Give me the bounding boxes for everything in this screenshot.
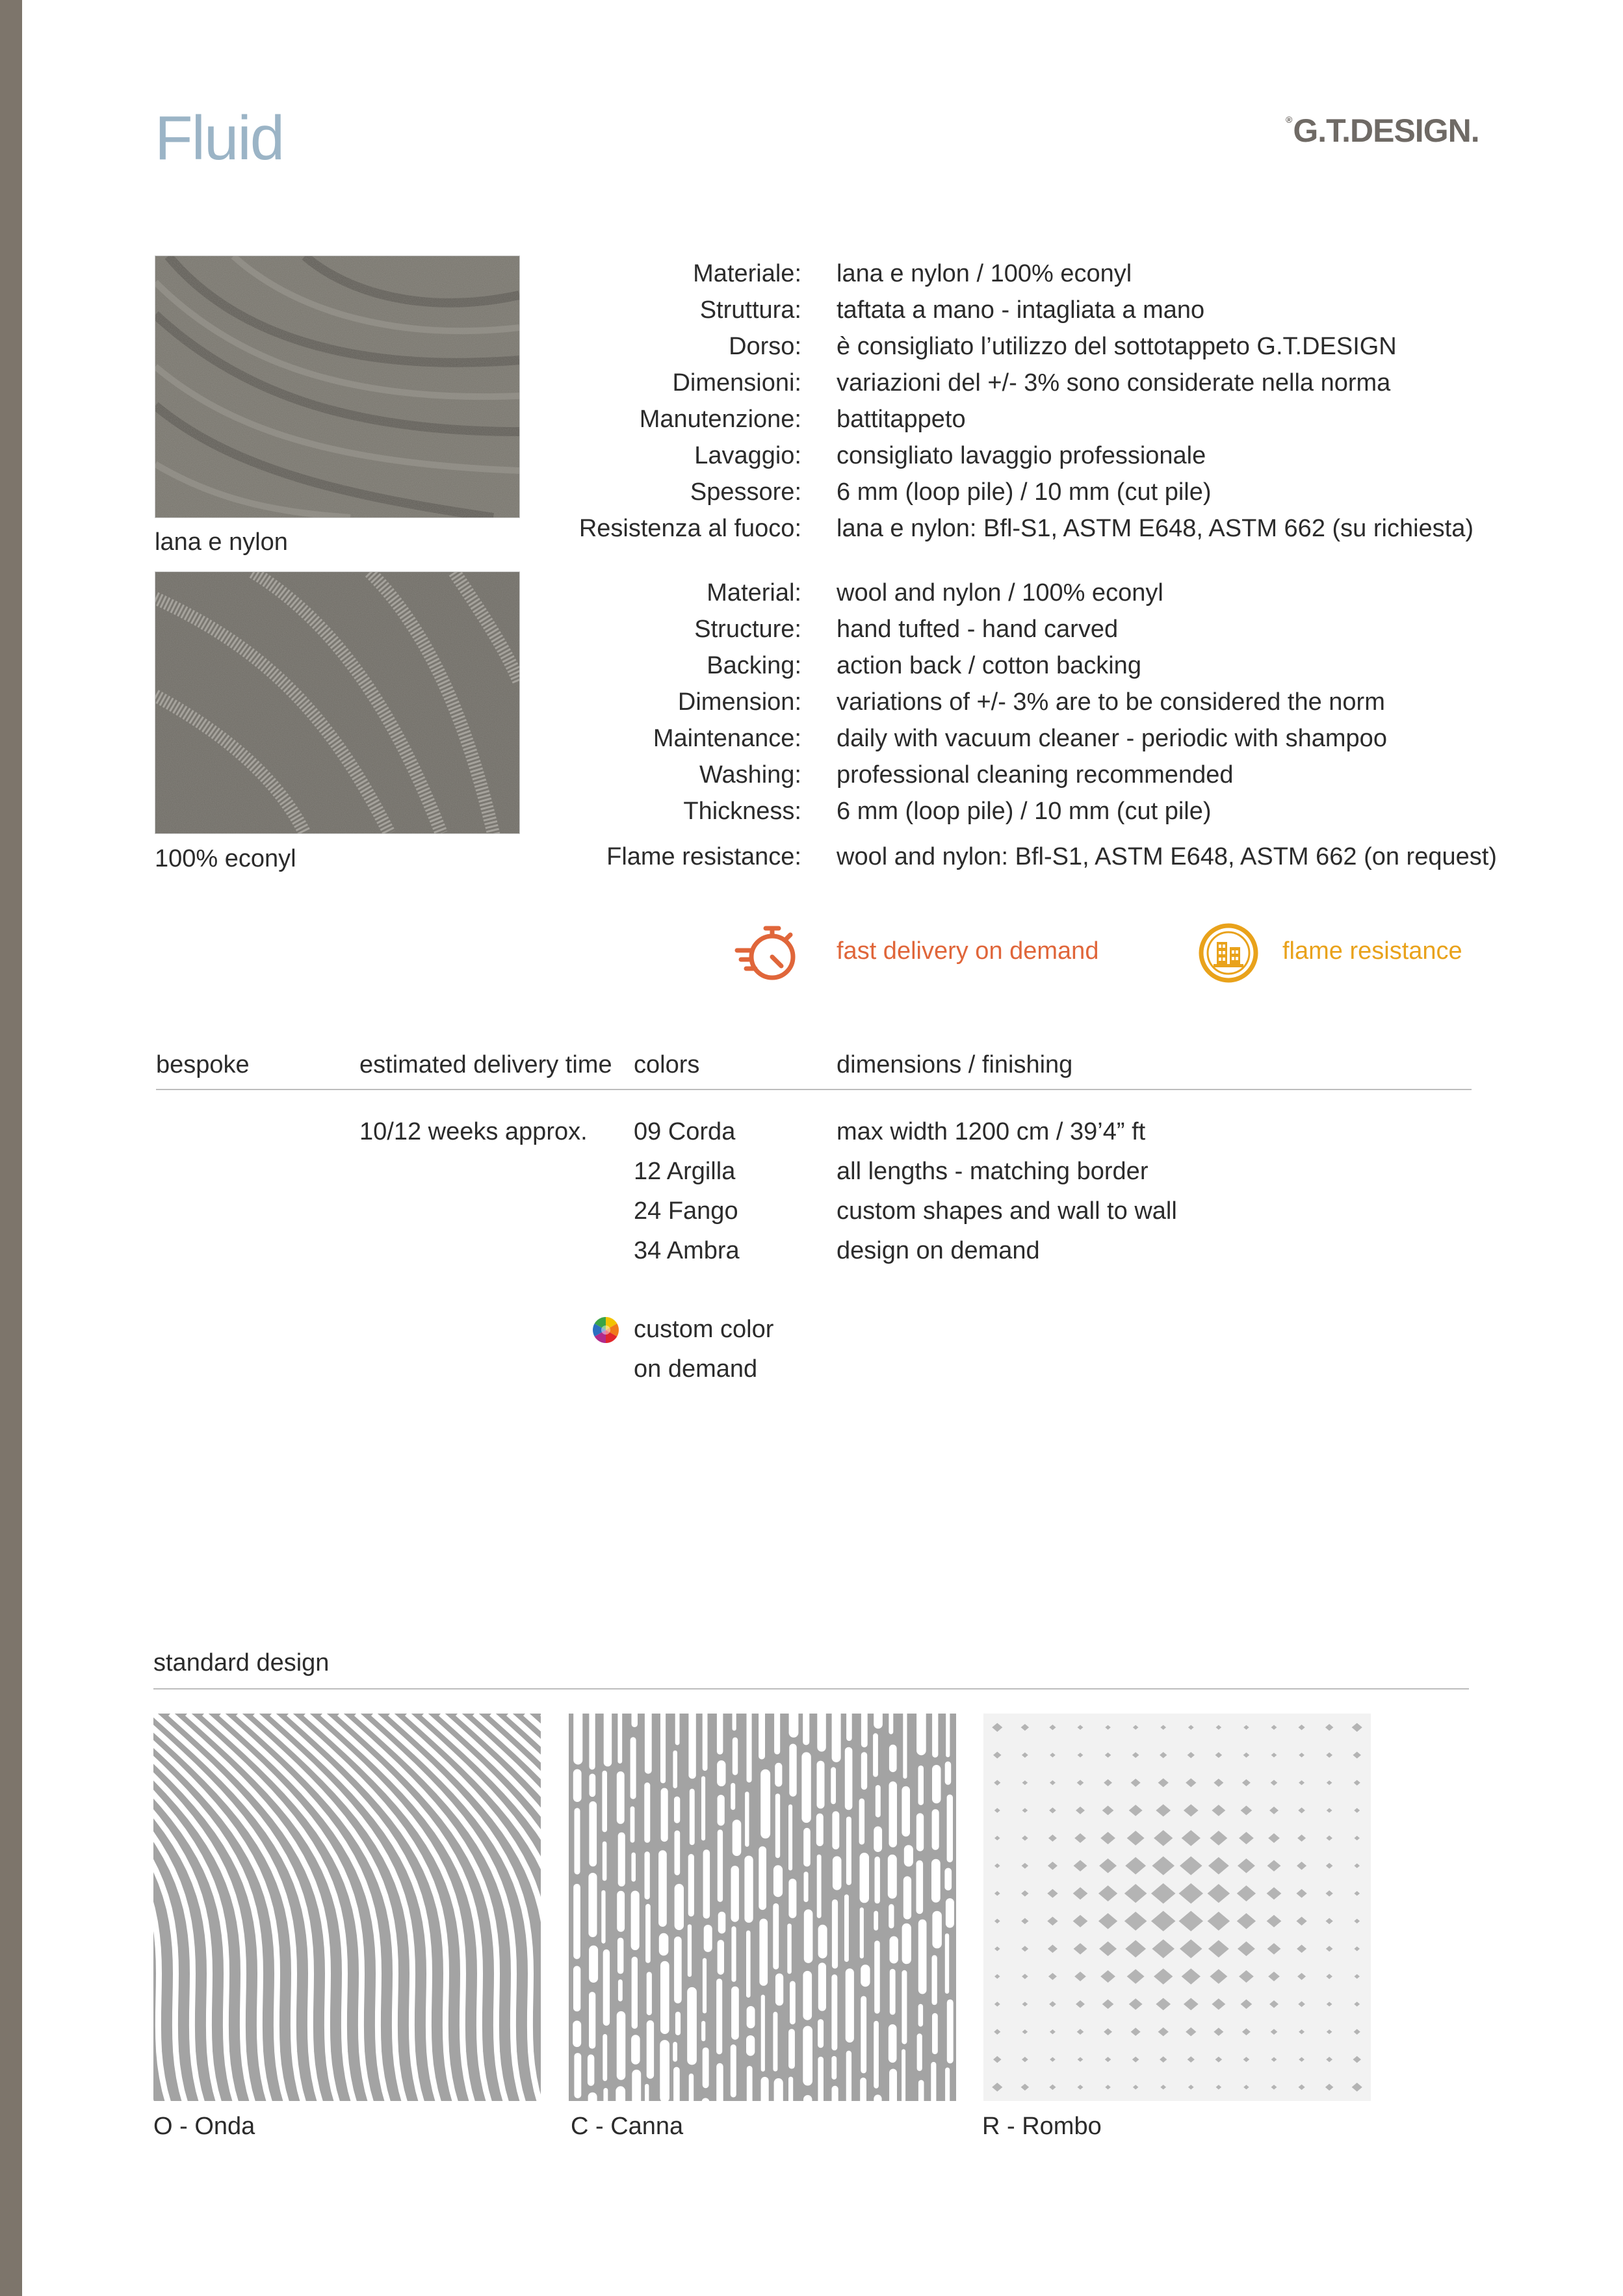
canna-reed-segment <box>747 2006 755 2028</box>
standard-design-heading: standard design <box>153 1649 330 1676</box>
sample-caption-wool-nylon: lana e nylon <box>155 528 288 556</box>
canna-reed-segment <box>947 2000 954 2064</box>
canna-reed-segment <box>617 1771 625 1824</box>
delivery-time-value: 10/12 weeks approx. <box>359 1118 588 1145</box>
canna-reed-segment <box>902 1970 907 2044</box>
canna-reed-segment <box>703 1849 710 1918</box>
specs-english <box>0 575 1623 870</box>
spec-label: Dorso: <box>729 333 801 360</box>
canna-reed-segment <box>845 1747 853 1810</box>
canna-reed-segment <box>688 1924 692 1977</box>
canna-reed-segment <box>788 1805 792 1871</box>
spec-value: action back / cotton backing <box>837 652 1141 679</box>
canna-reed-segment <box>618 1833 625 1886</box>
specs-italian <box>0 255 1623 548</box>
canna-reed-segment <box>761 1995 765 2072</box>
canna-reed-segment <box>703 1958 707 2013</box>
canna-reed-segment <box>817 1714 826 1752</box>
color-item: 09 Corda <box>634 1118 736 1145</box>
canna-reed-segment <box>673 1751 677 1788</box>
spec-label: Structure: <box>694 616 801 643</box>
canna-reed-segment <box>630 1737 636 1799</box>
canna-reed-segment <box>675 1714 680 1745</box>
canna-reed-segment <box>946 1898 954 1928</box>
canna-reed-segment <box>731 2044 736 2098</box>
canna-reed-segment <box>832 1811 839 1849</box>
canna-reed-segment <box>844 1894 849 1962</box>
spec-value: lana e nylon: Bfl-S1, ASTM E648, ASTM 662 (su richiesta) <box>837 515 1474 542</box>
canna-reed-segment <box>690 1789 695 1846</box>
spec-label: Material: <box>707 579 801 607</box>
canna-reed-segment <box>932 1714 938 1758</box>
spec-value: è consigliato l’utilizzo del sottotappeto G.T.DESIGN <box>837 333 1397 360</box>
canna-reed-segment <box>832 2086 838 2101</box>
spec-value: battitappeto <box>837 406 966 433</box>
brand-logo <box>1286 112 1479 150</box>
pattern-canna <box>569 1714 956 2101</box>
canna-reed-segment <box>917 2033 922 2071</box>
canna-reed-segment <box>574 2053 581 2098</box>
canna-reed-segment <box>846 1817 851 1885</box>
canna-reed-segment <box>604 1714 612 1766</box>
canna-reed-segment <box>916 1714 926 1755</box>
canna-reed-segment <box>803 1828 811 1867</box>
canna-reed-segment <box>704 1925 712 1952</box>
canna-reed-segment <box>918 2004 924 2027</box>
canna-reed-segment <box>874 1827 882 1853</box>
flame-resistance-label: flame resistance <box>1282 937 1462 965</box>
canna-reed-segment <box>575 1808 580 1874</box>
canna-reed-segment <box>774 1714 780 1755</box>
spec-label: Dimensioni: <box>672 369 801 397</box>
dimension-item: max width 1200 cm / 39’4” ft <box>837 1118 1146 1145</box>
canna-reed-segment <box>745 1792 749 1847</box>
canna-reed-segment <box>775 1763 782 1787</box>
canna-reed-segment <box>874 1911 878 1931</box>
canna-reed-segment <box>902 2049 905 2101</box>
canna-reed-segment <box>833 1856 842 1890</box>
canna-reed-segment <box>589 1992 595 2049</box>
canna-reed-segment <box>617 2011 626 2080</box>
canna-reed-segment <box>931 2062 936 2101</box>
canna-reed-segment <box>731 1987 739 2040</box>
canna-reed-segment <box>918 2080 924 2101</box>
canna-reed-segment <box>675 2012 681 2035</box>
canna-reed-segment <box>703 2048 709 2089</box>
header-colors: colors <box>634 1051 700 1078</box>
spec-label: Struttura: <box>699 296 801 324</box>
canna-reed-segment <box>644 1782 650 1843</box>
canna-reed-segment <box>761 2077 769 2101</box>
canna-reed-segment <box>675 1831 681 1875</box>
canna-reed-segment <box>733 1820 742 1856</box>
spec-label: Flame resistance: <box>606 843 801 870</box>
canna-reed-segment <box>661 1788 668 1842</box>
canna-reed-segment <box>759 1846 766 1910</box>
canna-reed-segment <box>945 1762 952 1785</box>
canna-reed-segment <box>873 1733 878 1777</box>
canna-reed-segment <box>675 1884 684 1930</box>
pattern-onda <box>153 1714 541 2101</box>
colors-list <box>634 1112 740 1271</box>
canna-reed-segment <box>803 2026 812 2086</box>
canna-reed-segment <box>889 1781 898 1847</box>
canna-reed-segment <box>889 1745 897 1772</box>
spec-value: consigliato lavaggio professionale <box>837 442 1206 469</box>
canna-reed-segment <box>703 1714 708 1771</box>
canna-reed-segment <box>932 2013 938 2054</box>
canna-reed-segment <box>602 1771 607 1833</box>
canna-reed-segment <box>674 1937 682 2003</box>
spec-label: Thickness: <box>683 798 801 825</box>
canna-reed-segment <box>647 2020 654 2079</box>
canna-reed-segment <box>746 1931 751 1998</box>
canna-reed-segment <box>861 1996 866 2074</box>
canna-reed-segment <box>890 1969 896 2015</box>
canna-reed-segment <box>647 1972 652 2015</box>
canna-reed-segment <box>632 1714 638 1727</box>
canna-reed-segment <box>659 1933 669 1956</box>
canna-reed-segment <box>731 1926 736 1982</box>
fast-delivery-label: fast delivery on demand <box>837 937 1099 965</box>
canna-reed-segment <box>573 1884 580 1959</box>
canna-reed-segment <box>803 1714 809 1745</box>
canna-reed-segment <box>716 1979 722 2054</box>
building-icon <box>1198 922 1259 984</box>
canna-reed-segment <box>733 1714 736 1730</box>
canna-reed-segment <box>876 1785 881 1818</box>
canna-reed-segment <box>747 2066 753 2101</box>
canna-reed-segment <box>801 1752 811 1823</box>
canna-reed-segment <box>731 1866 739 1922</box>
table-divider <box>156 1089 1472 1090</box>
canna-reed-segment <box>846 2051 851 2101</box>
canna-reed-segment <box>788 2077 793 2101</box>
canna-reed-segment <box>744 1856 753 1923</box>
canna-reed-segment <box>645 2084 649 2101</box>
canna-reed-segment <box>889 2024 897 2063</box>
canna-reed-segment <box>803 1971 812 2020</box>
page-title: Fluid <box>155 103 284 173</box>
canna-reed-segment <box>760 1769 770 1839</box>
canna-reed-segment <box>716 2063 723 2101</box>
spec-value: professional cleaning recommended <box>837 761 1234 789</box>
custom-color-line-2: on demand <box>634 1355 758 1383</box>
canna-reed-segment <box>818 2057 824 2101</box>
canna-reed-segment <box>775 1794 780 1858</box>
canna-reed-segment <box>817 1761 825 1809</box>
header-bespoke: bespoke <box>156 1051 250 1078</box>
canna-reed-segment <box>588 1873 597 1937</box>
canna-reed-segment <box>573 1714 582 1765</box>
canna-reed-segment <box>645 1904 651 1963</box>
canna-reed-segment <box>660 1961 669 2034</box>
canna-reed-segment <box>916 1813 924 1851</box>
canna-reed-segment <box>687 1987 697 2065</box>
canna-reed-segment <box>904 1845 913 1866</box>
canna-reed-segment <box>788 1879 796 1918</box>
canna-reed-segment <box>733 1738 738 1775</box>
canna-reed-segment <box>618 1979 623 2002</box>
canna-reed-segment <box>718 1795 725 1826</box>
canna-reed-segment <box>701 1776 705 1840</box>
canna-reed-segment <box>816 1814 824 1846</box>
canna-reed-segment <box>860 1907 864 1959</box>
canna-reed-segment <box>918 1766 924 1805</box>
dimensions-list <box>837 1112 1177 1271</box>
canna-reed-segment <box>589 1946 598 1983</box>
canna-reed-segment <box>674 1797 680 1823</box>
canna-reed-segment <box>831 1767 836 1804</box>
canna-reed-segment <box>804 1909 813 1963</box>
stopwatch-icon <box>733 919 801 987</box>
canna-reed-segment <box>931 1859 941 1903</box>
color-item: 12 Argilla <box>634 1158 736 1185</box>
canna-reed-segment <box>590 1774 596 1797</box>
spec-label: Materiale: <box>693 260 801 287</box>
canna-reed-segment <box>603 2088 608 2101</box>
canna-reed-segment <box>573 2020 581 2047</box>
spec-value: taftata a mano - intagliata a mano <box>837 296 1205 324</box>
canna-reed-segment <box>673 2067 680 2101</box>
header-delivery-time: estimated delivery time <box>359 1051 612 1078</box>
caption-canna: C - Canna <box>571 2113 684 2140</box>
canna-reed-segment <box>589 1801 597 1866</box>
canna-reed-segment <box>632 1957 638 2029</box>
spec-value: lana e nylon / 100% econyl <box>837 260 1132 287</box>
canna-reed-segment <box>617 1938 624 1974</box>
standard-design-divider <box>153 1688 1469 1689</box>
canna-reed-segment <box>890 1937 898 1964</box>
canna-reed-segment <box>631 1853 636 1882</box>
canna-reed-segment <box>804 1872 809 1902</box>
caption-onda: O - Onda <box>153 2113 255 2140</box>
canna-reed-segment <box>790 1981 796 2024</box>
spec-value: wool and nylon: Bfl-S1, ASTM E648, ASTM 662 (on request) <box>837 843 1497 870</box>
canna-reed-segment <box>632 2070 641 2101</box>
canna-reed-segment <box>688 1854 694 1916</box>
canna-reed-segment <box>888 1855 897 1899</box>
canna-reed-segment <box>903 1876 911 1919</box>
canna-reed-segment <box>902 1786 910 1836</box>
spec-value: hand tufted - hand carved <box>837 616 1119 643</box>
canna-reed-segment <box>603 1842 607 1881</box>
canna-reed-segment <box>717 1714 723 1755</box>
color-wheel-icon <box>591 1316 620 1344</box>
canna-reed-segment <box>746 2035 755 2056</box>
canna-reed-segment <box>645 1851 650 1899</box>
canna-reed-segment <box>660 2040 669 2101</box>
canna-reed-segment <box>617 1714 622 1764</box>
spec-value: 6 mm (loop pile) / 10 mm (cut pile) <box>837 798 1212 825</box>
canna-reed-segment <box>616 2086 625 2101</box>
canna-reed-segment <box>916 1860 924 1914</box>
canna-reed-segment <box>846 1968 854 2042</box>
canna-reed-segment <box>861 1752 867 1790</box>
spec-label: Maintenance: <box>653 725 801 752</box>
canna-reed-segment <box>874 1714 883 1729</box>
canna-reed-segment <box>601 1890 605 1944</box>
canna-reed-segment <box>689 2074 694 2101</box>
canna-reed-segment <box>573 1769 582 1803</box>
spec-value: 6 mm (loop pile) / 10 mm (cut pile) <box>837 478 1212 506</box>
canna-reed-segment <box>945 2068 950 2102</box>
canna-reed-segment <box>932 1809 939 1850</box>
canna-reed-segment <box>932 1765 941 1803</box>
canna-reed-segment <box>818 1963 826 2011</box>
canna-reed-segment <box>589 1714 595 1769</box>
canna-reed-segment <box>588 2054 595 2085</box>
caption-rombo: R - Rombo <box>982 2113 1102 2140</box>
registered-mark: ® <box>1286 114 1292 125</box>
canna-reed-segment <box>889 1714 893 1734</box>
canna-reed-segment <box>860 2078 866 2101</box>
canna-reed-segment <box>903 1714 907 1779</box>
canna-reed-segment <box>932 1911 942 1949</box>
canna-reed-segment <box>701 2021 705 2041</box>
canna-reed-segment <box>860 1853 870 1903</box>
canna-reed-segment <box>945 1933 949 1994</box>
canna-reed-segment <box>774 2078 783 2101</box>
canna-reed-segment <box>859 1799 865 1845</box>
canna-reed-segment <box>673 2042 677 2062</box>
canna-reed-segment <box>889 2069 897 2102</box>
canna-reed-segment <box>902 1924 911 1964</box>
canna-reed-segment <box>874 1940 880 2013</box>
spec-value: variazioni del +/- 3% sono considerate nella norma <box>837 369 1391 397</box>
canna-reed-segment <box>630 1807 635 1843</box>
canna-reed-segment <box>831 2056 837 2080</box>
sample-caption-econyl: 100% econyl <box>155 845 296 872</box>
canna-reed-segment <box>603 1950 610 2026</box>
header-dimensions: dimensions / finishing <box>837 1051 1073 1078</box>
spec-value: wool and nylon / 100% econyl <box>837 579 1163 607</box>
canna-reed-segment <box>889 1904 894 1928</box>
canna-reed-segment <box>759 1919 768 1986</box>
canna-reed-segment <box>688 1714 695 1779</box>
canna-reed-segment <box>832 1899 838 1969</box>
canna-reed-segment <box>660 1714 666 1783</box>
canna-reed-segment <box>817 1855 822 1918</box>
canna-reed-segment <box>773 2012 777 2072</box>
canna-reed-segment <box>645 1714 652 1774</box>
canna-reed-segment <box>718 1940 724 1975</box>
canna-reed-segment <box>731 1783 735 1810</box>
canna-reed-segment <box>818 2019 824 2048</box>
canna-reed-segment <box>718 1912 726 1934</box>
canna-reed-segment <box>861 1964 870 1987</box>
canna-reed-segment <box>947 1795 953 1862</box>
dimension-item: custom shapes and wall to wall <box>837 1197 1177 1225</box>
canna-reed-segment <box>875 1857 880 1903</box>
canna-reed-segment <box>831 1974 837 2050</box>
canna-reed-segment <box>658 1850 667 1927</box>
canna-reed-segment <box>603 2034 607 2081</box>
canna-reed-segment <box>717 1760 725 1786</box>
dimension-item: all lengths - matching border <box>837 1158 1149 1185</box>
canna-reed-segment <box>918 1920 927 1994</box>
logo-text: G.T.DESIGN. <box>1293 112 1479 149</box>
canna-reed-segment <box>573 1966 580 2011</box>
canna-reed-segment <box>788 2029 795 2068</box>
canna-reed-segment <box>787 1924 792 1974</box>
spec-label: Backing: <box>707 652 801 679</box>
spec-label: Dimension: <box>677 688 801 716</box>
spec-value: variations of +/- 3% are to be considered the norm <box>837 688 1385 716</box>
pattern-rombo <box>983 1714 1371 2101</box>
canna-reed-segment <box>747 1714 752 1782</box>
canna-reed-segment <box>944 1868 952 1891</box>
canna-reed-segment <box>631 2035 640 2065</box>
canna-reed-segment <box>789 1744 796 1797</box>
canna-reed-segment <box>775 1974 783 2006</box>
spec-label: Manutenzione: <box>639 406 801 433</box>
dimension-item: design on demand <box>837 1237 1040 1264</box>
spec-label: Resistenza al fuoco: <box>578 515 801 542</box>
canna-reed-segment <box>773 1865 783 1897</box>
canna-reed-segment <box>789 1714 799 1738</box>
canna-reed-segment <box>861 1714 868 1747</box>
canna-reed-segment <box>631 1891 640 1951</box>
canna-reed-segment <box>946 1714 950 1757</box>
canna-reed-segment <box>818 1925 827 1959</box>
color-item: 24 Fango <box>634 1197 738 1225</box>
canna-reed-segment <box>759 1714 765 1760</box>
custom-color-line-1: custom color <box>634 1316 774 1343</box>
spec-value: daily with vacuum cleaner - periodic with shampoo <box>837 725 1387 752</box>
canna-reed-segment <box>617 1891 625 1932</box>
spec-label: Washing: <box>699 761 801 789</box>
canna-reed-segment <box>773 1903 779 1970</box>
color-item: 34 Ambra <box>634 1237 740 1264</box>
spec-label: Spessore: <box>690 478 801 506</box>
spec-label: Lavaggio: <box>694 442 801 469</box>
canna-reed-segment <box>932 1955 937 2005</box>
canna-reed-segment <box>846 1714 852 1741</box>
canna-reed-segment <box>874 2021 879 2089</box>
canna-reed-segment <box>718 1830 723 1902</box>
canna-reed-segment <box>832 1714 841 1762</box>
